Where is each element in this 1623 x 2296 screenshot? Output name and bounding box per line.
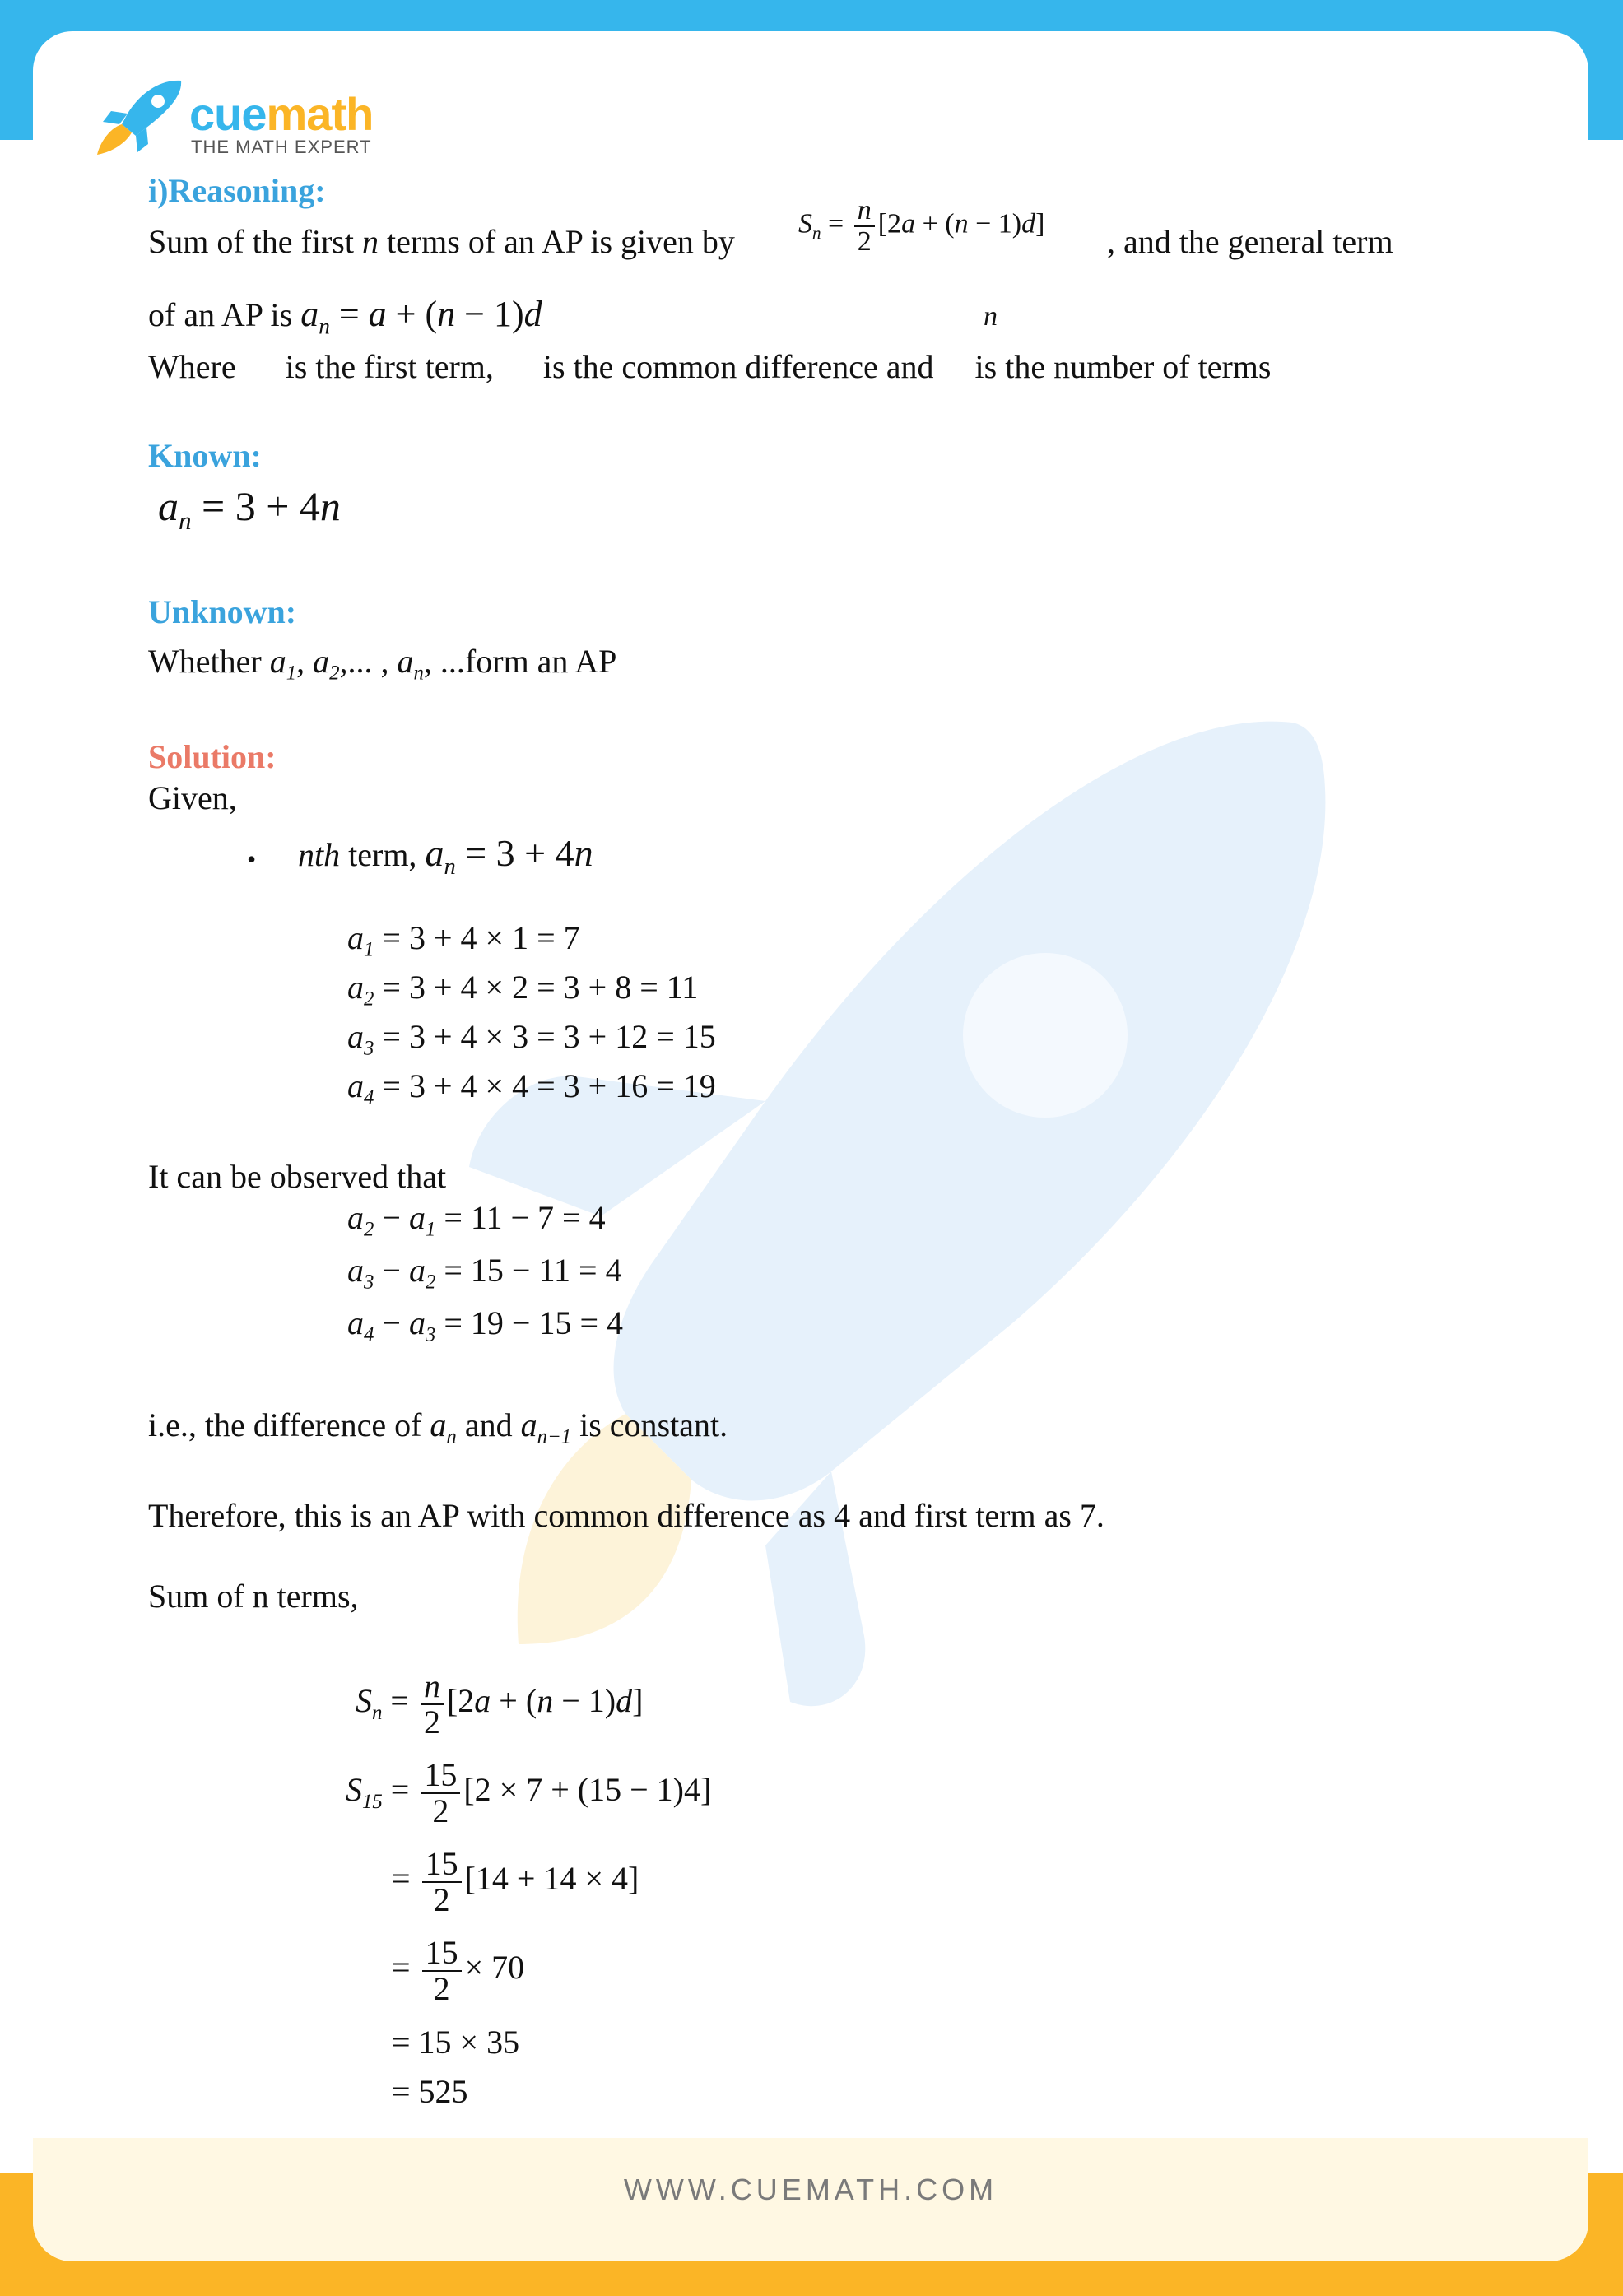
reasoning-n-symbol: n <box>984 301 998 332</box>
difference-row: $a_2 - a_1 = 11 - 7 = 4$ <box>347 1199 606 1241</box>
reasoning-line-1-end: , and the general term <box>1107 223 1393 260</box>
reasoning-heading: i)Reasoning: <box>148 172 326 209</box>
therefore-line: Therefore, this is an AP with common difference as 4 and first term as 7. <box>148 1497 1104 1534</box>
page-card <box>33 31 1588 2261</box>
difference-row: $a_4 - a_3 = 19 - 15 = 4$ <box>347 1304 624 1346</box>
term-row: $a_3 = 3 + 4 \times 3 = 3 + 12 = 15$ <box>347 1018 716 1060</box>
sum-step-s15: $S_{15}$ = $\frac{15}{2}$ [2 × 7 + (15 − 1)4] <box>346 1756 712 1829</box>
given-label: Given, <box>148 779 237 816</box>
ie-line: i.e., the difference of $a_n$ and $a_{n-1}$ is constant. <box>148 1406 728 1448</box>
brand-name: cuemath <box>189 88 374 140</box>
unknown-heading: Unknown: <box>148 593 297 630</box>
brand-tagline: THE MATH EXPERT <box>191 137 372 157</box>
known-heading: Known: <box>148 437 262 474</box>
bullet: • <box>247 844 257 874</box>
known-formula: $a_n = 3 + 4n$ <box>158 483 341 535</box>
term-row: $a_2 = 3 + 4 \times 2 = 3 + 8 = 11$ <box>347 969 699 1011</box>
sum-step-6: = 525 <box>392 2073 468 2110</box>
nth-term-line: nth term, $a_n = 3 + 4n$ <box>298 832 593 880</box>
sum-formula: $S_n$ = $\frac{n}{2}$ [2a + (n − 1)d] <box>356 1667 644 1741</box>
unknown-text: Whether $a_1$, $a_2$,... , $a_n$, ...form an AP <box>148 643 617 685</box>
term-row: $a_1 = 3 + 4 \times 1 = 7$ <box>347 919 580 961</box>
sum-step-3: = $\frac{15}{2}$ [14 + 14 × 4] <box>392 1845 639 1918</box>
reasoning-line-2: of an AP is $a_n = a + (n - 1)d$ <box>148 294 542 339</box>
footer <box>33 2138 1588 2261</box>
observed-label: It can be observed that <box>148 1158 447 1195</box>
reasoning-line-3: Where is the first term, is the common difference and is the number of terms <box>148 348 1272 385</box>
solution-heading: Solution: <box>148 738 277 775</box>
reasoning-line-1: Sum of the first n terms of an AP is given by <box>148 223 735 260</box>
cuemath-rocket-logo-icon <box>91 77 189 159</box>
sum-step-5: = 15 × 35 <box>392 2024 520 2061</box>
footer-url[interactable]: WWW.CUEMATH.COM <box>623 2173 998 2206</box>
sum-formula-inline: $S_n$ = $\frac{n}{2}$ [2a + (n − 1)d] <box>798 195 1045 257</box>
difference-row: $a_3 - a_2 = 15 - 11 = 4$ <box>347 1252 622 1294</box>
sum-step-4: = $\frac{15}{2}$ × 70 <box>392 1934 525 2007</box>
term-row: $a_4 = 3 + 4 \times 4 = 3 + 16 = 19$ <box>347 1067 716 1109</box>
sum-label: Sum of n terms, <box>148 1578 359 1615</box>
